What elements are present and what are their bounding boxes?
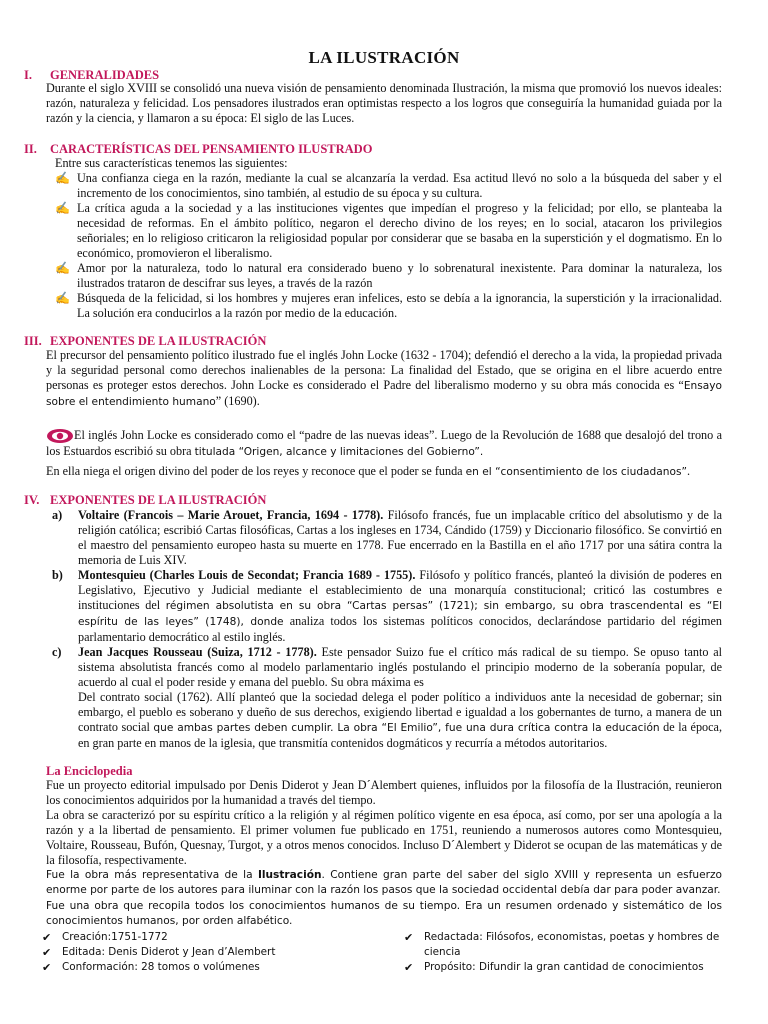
check-mark-icon: ✔ bbox=[404, 931, 414, 944]
exponents-list bbox=[52, 508, 722, 751]
check-mark-icon: ✔ bbox=[42, 961, 52, 974]
encyclopedia-heading: La Enciclopedia bbox=[46, 764, 133, 778]
exponent-voltaire: a) Voltaire (Francois – Marie Arouet, Francia, 1694 - 1778). Filósofo francés, fue un implacable crítico del absolutismo y de la religión católica; escribió Cartas filosóficas, Cartas a los ingleses en 1734, Cándido (1759) y Diccionario filosófico. Se convirtió en el maestro del pensamiento europeo hasta su muerte en 1778. Fue encerrado en la Bastilla en el año 1717 por una sátira contra la memoria de Luis XIV. bbox=[52, 508, 722, 567]
encyclopedia-facts-left bbox=[40, 930, 380, 975]
writing-hand-icon: ✍ bbox=[55, 171, 70, 185]
section-1-paragraph: Durante el siglo XVIII se consolidó una nueva visión de pensamiento denominada Ilustración, la misma que promovió los nuevos ideales: razón, naturaleza y felicidad. Los pensadores ilustrados eran optimistas respecto a los logros que conseguiría la humanidad guiada por la razón y la ciencia, y llamaron a su época: El siglo de las Luces. bbox=[46, 81, 722, 125]
section-1-heading: I. GENERALIDADES bbox=[24, 68, 160, 82]
check-mark-icon: ✔ bbox=[404, 961, 414, 974]
exponent-rousseau: c) Jean Jacques Rousseau (Suiza, 1712 - 1778). Este pensador Suizo fue el crítico más radical de su tiempo. Se opuso tanto al sistema absolutista francés como al modelo parlamentario inglés postulando el principio moderno de la soberanía popular, de acuerdo al cual el poder reside y emana del pueblo. Su obra máxima es Del contrato social (1762). Allí planteó que la sociedad delega el poder político a individuos ante la necesidad de gobernar; sin embargo, el pueblo es soberano y dueño de sus derechos, exigiendo libertad e igualdad a los gobernantes de turno, a manera de un contrato social que ambas partes deben cumplir. La obra “El Emilio”, fue una dura crítica contra la educación de la época, en gran parte en manos de la iglesia, que transmitía contenidos dogmáticos y recurría a métodos autoritarios. bbox=[52, 645, 723, 750]
exponent-montesquieu: b) Montesquieu (Charles Louis de Secondat; Francia 1689 - 1755). Filósofo y político francés, planteó la división de poderes en Legislativo, Ejecutivo y Judicial mediante el establecimiento de una monarquía constitucional; criticó las costumbres e instituciones del régimen absolutista en su obra “Cartas persas” (1721); sin embargo, su obra trascendental es “El espíritu de las leyes” (1748), donde analiza todos los sistemas políticos conocidos, declarándose partidario del régimen parlamentario democrático al estilo inglés. bbox=[52, 568, 723, 644]
section-4-heading: IV. EXPONENTES DE LA ILUSTRACIÓN bbox=[24, 493, 267, 507]
list-item: ✔ Conformación: 28 tomos o volúmenes bbox=[42, 961, 260, 974]
section-3-paragraph-3: En ella niega el origen divino del poder de los reyes y reconoce que el poder se funda en el “consentimiento de los ciudadanos”. bbox=[46, 464, 691, 478]
list-item: ✍ Una confianza ciega en la razón, mediante la cual se alcanzaría la verdad. Esa actitud llevó no solo a la búsqueda del saber y el incremento de los conocimientos, sino también, al estudio de su época y su cultura. bbox=[55, 171, 722, 200]
writing-hand-icon: ✍ bbox=[55, 201, 70, 215]
page-title: LA ILUSTRACIÓN bbox=[308, 48, 460, 67]
characteristics-list bbox=[55, 171, 722, 321]
encyclopedia-facts-right bbox=[402, 930, 727, 975]
list-item: ✍ Búsqueda de la felicidad, si los hombres y mujeres eran infelices, esto se debía a la ignorancia, la superstición y la irracionalidad. La solución era conducirlos a la razón por medio de la educación. bbox=[55, 291, 722, 320]
writing-hand-icon: ✍ bbox=[55, 261, 70, 275]
encyclopedia-paragraph-2: La obra se caracterizó por su espíritu crítico a la religión y al régimen político vigente en esa época, así como, por ser una apología a la razón y a la libertad de pensamiento. El primer volumen fue publicado en 1751, reuniendo a numerosos autores como Montesquieu, Voltaire, Rousseau, Bufón, Quesnay, Turgot, y a otros menos conocidos. Incluso D´Alembert y Diderot se ocupan de las matemáticas y de la filosofía, respectivamente. bbox=[46, 808, 722, 867]
check-mark-icon: ✔ bbox=[42, 931, 52, 944]
section-2-intro: Entre sus características tenemos las siguientes: bbox=[55, 156, 288, 170]
encyclopedia-paragraph-4: Fue una obra que recopila todos los conocimientos humanos de su tiempo. Era un resumen ordenado y sistemático de los conocimientos humanos, por orden alfabético. bbox=[46, 900, 722, 927]
encyclopedia-paragraph-1: Fue un proyecto editorial impulsado por Denis Diderot y Jean D´Alembert quienes, influidos por la filosofía de la Ilustración, reunieron los conocimientos adquiridos por la humanidad a través del tiempo. bbox=[46, 778, 722, 807]
check-mark-icon: ✔ bbox=[42, 946, 52, 959]
list-item: ✔ Redactada: Filósofos, economistas, poetas y hombres de ciencia bbox=[404, 931, 720, 958]
section-3-paragraph-1: El precursor del pensamiento político ilustrado fue el inglés John Locke (1632 - 1704); defendió el derecho a la vida, la propiedad privada y la seguridad personal como derechos inalienables de la persona: La finalidad del Estado, que se origina en el libre acuerdo entre personas es proteger estos derechos. John Locke es considerado el Padre del liberalismo moderno y su obra más conocida es “Ensayo sobre el entendimiento humano” (1690). bbox=[46, 348, 722, 408]
section-2-heading: II. CARACTERÍSTICAS DEL PENSAMIENTO ILUSTRADO bbox=[24, 142, 373, 156]
list-item: ✍ La crítica aguda a la sociedad y a las instituciones vigentes que impedían el progreso y la felicidad; por ello, se planteaba la necesidad de reformas. En el ámbito político, negaron el derecho divino de los reyes; en lo social, atacaron los privilegios señoriales; en lo religioso criticaron la religiosidad popular por considerar que se basaba en la superstición y el dogmatismo. En lo económico, promovieron el liberalismo. bbox=[55, 201, 722, 260]
list-item: ✍ Amor por la naturaleza, todo lo natural era considerado bueno y lo sobrenatural inexistente. Para dominar la naturaleza, los ilustrados trataron de descifrar sus leyes, a través de la razón bbox=[55, 261, 722, 290]
section-3-paragraph-2: El inglés John Locke es considerado como el “padre de las nuevas ideas”. Luego de la Revolución de 1688 que desalojó del trono a los Estuardos escribió su obra titulada “Origen, alcance y limitaciones del Gobierno”. bbox=[46, 428, 722, 459]
list-item: ✔ Creación:1751-1772 bbox=[42, 931, 168, 944]
list-item: ✔ Editada: Denis Diderot y Jean d’Alembert bbox=[42, 946, 276, 959]
eye-icon bbox=[46, 428, 74, 444]
list-item: ✔ Propósito: Difundir la gran cantidad de conocimientos bbox=[404, 961, 704, 974]
section-3-heading: III. EXPONENTES DE LA ILUSTRACIÓN bbox=[24, 334, 267, 348]
writing-hand-icon: ✍ bbox=[55, 291, 70, 305]
encyclopedia-paragraph-3: Fue la obra más representativa de la Ilustración. Contiene gran parte del saber del siglo XVIII y representa un esfuerzo enorme por parte de los autores para iluminar con la razón los pasos que la sociedad occidental debía dar para poder avanzar. bbox=[46, 869, 722, 896]
